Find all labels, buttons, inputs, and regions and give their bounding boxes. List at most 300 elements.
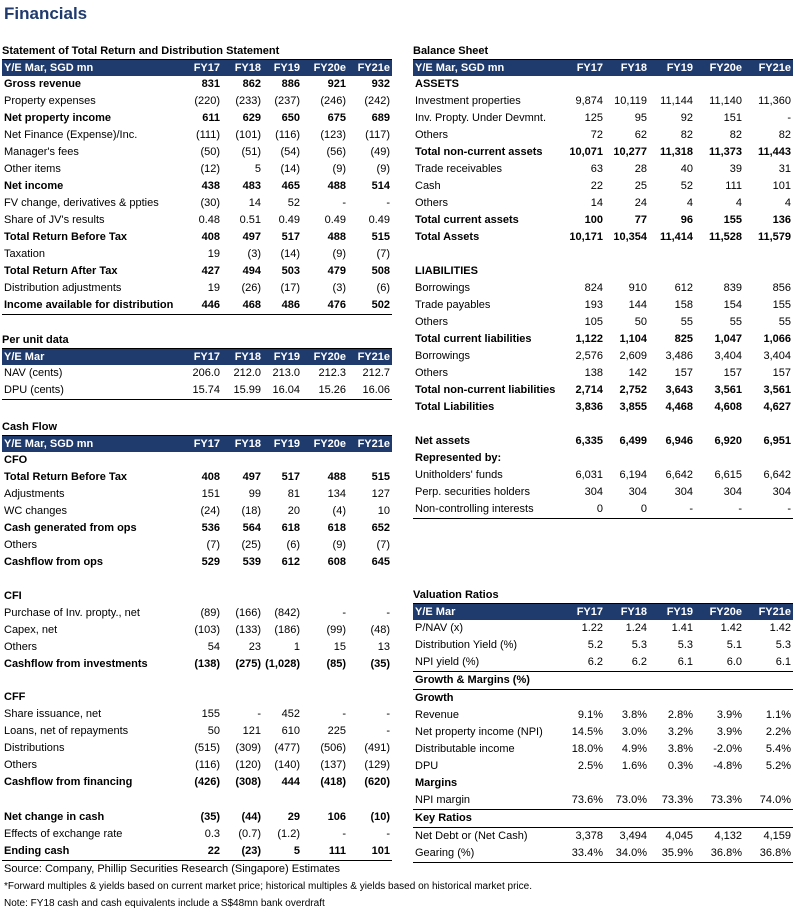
cell-value [605,416,649,433]
row-label: Represented by: [415,452,502,464]
table-row [2,843,392,861]
cell-value: 446 [182,297,222,315]
row-label: Trade payables [415,299,491,311]
cell-value: 1.42 [720,622,742,634]
cell-value: 5.3 [677,639,693,651]
row-label: Loans, net of repayments [4,725,129,737]
cell-value: 15.26 [302,382,348,400]
cell-value: 2,609 [619,350,647,362]
row-label: Non-controlling interests [413,501,563,519]
cell-value: 55 [680,316,693,328]
cell-value: 11,528 [708,231,742,243]
cell-value: 612 [674,282,693,294]
column-header-year: FY21e [744,60,793,76]
cell-value: 618 [281,522,300,534]
cell-value: (1.2) [277,828,300,840]
cell-value: 444 [281,776,300,788]
cell-value: 127 [371,488,390,500]
row-label: DPU (cents) [2,382,182,400]
balance-sheet-section [413,44,793,519]
cell-value [649,76,695,93]
row-label: Net Debt or (Net Cash) [415,830,528,842]
cell-value: 2.5% [577,760,603,772]
cell-value: 101 [772,180,791,192]
cell-value: 82 [680,129,693,141]
multiples-note: *Forward multiples & yields based on current market price; historical multiples & yields based on historical market price. [4,881,532,892]
cell-value: 0.49 [278,214,300,226]
cash-flow-title: Cash Flow [2,420,392,436]
cell-value: (237) [274,95,300,107]
cell-value: 9,874 [575,95,603,107]
cell-value: 15.74 [182,382,222,400]
cell-value: 839 [723,282,742,294]
cell-value [563,76,605,93]
cell-value: 36.8% [744,845,793,863]
cell-value: 0 [605,501,649,519]
row-label: ASSETS [415,78,460,90]
cell-value: 1.22 [581,622,603,634]
table-row [413,144,793,161]
column-header-label: Y/E Mar, SGD mn [2,60,182,76]
table-row [413,810,793,828]
table-row [2,297,392,315]
cell-value: 121 [242,725,261,737]
row-label: Net income [4,180,64,192]
per-unit-title: Per unit data [2,333,392,349]
cell-value [563,263,605,280]
cell-value: (166) [235,607,261,619]
cell-value: - [342,828,346,840]
cell-value: 3,561 [714,384,742,396]
cell-value: (137) [320,759,346,771]
cell-value: 144 [628,299,647,311]
cell-value: (308) [235,776,261,788]
cell-value [744,416,793,433]
cell-value [605,672,649,690]
row-label: Gearing (%) [413,845,563,863]
cell-value: (129) [364,759,390,771]
table-row [413,110,793,127]
cell-value: 304 [628,486,647,498]
cell-value [302,588,348,605]
cell-value: 6,615 [714,469,742,481]
cell-value: - [386,725,390,737]
cell-value: 465 [281,180,300,192]
column-header-year: FY17 [563,60,605,76]
column-header-year: FY20e [695,60,744,76]
table-row [413,690,793,708]
table-row [413,758,793,775]
row-label: Others [4,759,38,771]
cell-value [605,810,649,828]
cell-value: (49) [370,146,390,158]
row-label: Key Ratios [413,810,563,828]
table-row [413,212,793,229]
cell-value: 645 [371,556,390,568]
cell-value: 6,920 [714,435,742,447]
cell-value: 3,486 [665,350,693,362]
cell-value: 29 [287,811,300,823]
cell-value: 4 [686,197,693,209]
cell-value: - [744,501,793,519]
cell-value: 6,642 [763,469,791,481]
table-row [413,195,793,212]
column-header-year: FY19 [263,349,302,365]
row-label: WC changes [4,505,67,517]
cell-value: (1,028) [265,658,300,670]
cell-value: 1,104 [619,333,647,345]
cell-value: 1 [293,641,300,653]
row-label: Net Finance (Expense)/Inc. [4,129,138,141]
cell-value: (309) [235,742,261,754]
cell-value [222,689,263,706]
cell-value: 157 [723,367,742,379]
cell-value: 82 [778,129,791,141]
cell-value: 4.9% [621,743,647,755]
table-row [2,537,392,554]
cell-value: 6.0 [695,654,744,672]
row-label: Growth & Margins (%) [413,672,563,690]
cell-value: 3.0% [621,726,647,738]
cell-value: (99) [326,624,346,636]
table-row [2,809,392,826]
row-label: Investment properties [415,95,521,107]
column-header-label: Y/E Mar, SGD mn [413,60,563,76]
cell-value [744,246,793,263]
cell-value: 517 [281,231,300,243]
cell-value: -4.8% [713,760,742,772]
cell-value: 92 [680,112,693,124]
cell-value: 862 [242,78,261,90]
table-row [2,178,392,195]
valuation-table [413,604,793,863]
table-row [2,280,392,297]
cell-value: 5.2% [765,760,791,772]
cell-value: 5 [254,163,261,175]
table-row [2,93,392,110]
cell-value [649,690,695,708]
cell-value: (26) [241,282,261,294]
column-header-year: FY18 [222,60,263,76]
cell-value [182,452,222,469]
cell-value: 0.51 [239,214,261,226]
column-header-year: FY20e [302,436,348,452]
cell-value: 22 [182,843,222,861]
cell-value: 856 [772,282,791,294]
cell-value: 11,579 [757,231,791,243]
statement-header-row [2,60,392,76]
row-label: Distributions [4,742,65,754]
cell-value: (275) [235,658,261,670]
cell-value [222,588,263,605]
column-header-year: FY21e [348,436,392,452]
cell-value: 52 [287,197,300,209]
cell-value: 4 [735,197,742,209]
table-row [413,654,793,672]
cell-value: 6.1 [744,654,793,672]
cell-value: 10 [377,505,390,517]
cell-value: 31 [778,163,791,175]
cell-value: (7) [376,248,390,260]
table-row [2,588,392,605]
cell-value: 136 [772,214,791,226]
valuation-section [413,588,793,863]
cell-value: 910 [628,282,647,294]
cell-value: 824 [584,282,603,294]
cell-value: (89) [200,607,220,619]
cell-value: 5.2 [587,639,603,651]
row-label: Total Liabilities [415,401,495,413]
row-label: Total Return Before Tax [4,471,128,483]
cell-value: (491) [364,742,390,754]
table-row [2,520,392,537]
table-row [2,706,392,723]
cell-value: 35.9% [649,845,695,863]
cell-value: 831 [201,78,220,90]
table-row [2,195,392,212]
row-label: Net assets [415,435,471,447]
cell-value: 438 [201,180,220,192]
table-row [2,757,392,774]
table-row [413,724,793,741]
cell-value: 5.4% [765,743,791,755]
per-unit-table [2,349,392,400]
cell-value: (123) [320,129,346,141]
table-row [413,365,793,382]
column-header-label: Y/E Mar [413,604,563,620]
cell-value: 212.7 [362,367,390,379]
cell-value: 158 [674,299,693,311]
cell-value [744,690,793,708]
cell-value: 62 [634,129,647,141]
cell-value: 15 [333,641,346,653]
cell-value: 4,627 [763,401,791,413]
cell-value: (506) [320,742,346,754]
row-label: Total Return After Tax [4,265,118,277]
cell-value: 95 [634,112,647,124]
cell-value: (24) [200,505,220,517]
cell-value: 3.8% [621,709,647,721]
table-row [2,469,392,486]
table-row [2,452,392,469]
table-row [2,639,392,656]
cell-value: 3,561 [763,384,791,396]
table-row [2,622,392,639]
table-row [2,740,392,757]
table-row [413,93,793,110]
table-row [2,365,392,382]
cell-value [563,810,605,828]
table-row [2,486,392,503]
column-header-year: FY17 [182,349,222,365]
row-label: Total Return Before Tax [4,231,128,243]
cell-value: 0.48 [198,214,220,226]
cell-value: 608 [327,556,346,568]
cell-value [744,76,793,93]
cell-value: (35) [370,658,390,670]
cell-value [263,689,302,706]
cell-value: 14 [590,197,603,209]
cell-value: 3,643 [665,384,693,396]
cell-value: 3.9% [716,726,742,738]
cell-value [695,810,744,828]
table-row [2,246,392,263]
cell-value: 479 [327,265,346,277]
balance-sheet-title: Balance Sheet [413,44,793,60]
row-label: FV change, derivatives & ppties [4,197,159,209]
table-row [2,554,392,571]
cell-value: 11,414 [659,231,693,243]
valuation-header-row [413,604,793,620]
cell-value: (54) [280,146,300,158]
row-label: CFO [4,454,28,466]
cell-value: 2,714 [575,384,603,396]
cfi-table [2,588,392,673]
row-label: Cashflow from investments [4,658,148,670]
cell-value: 4,132 [714,830,742,842]
cell-value [605,450,649,467]
balance-sheet-table [413,60,793,519]
cell-value: (477) [274,742,300,754]
column-header-year: FY20e [695,604,744,620]
table-row [413,399,793,416]
cell-value: 50 [634,316,647,328]
cell-value: (9) [332,539,346,551]
cell-value: 28 [634,163,647,175]
cell-value: 3,855 [619,401,647,413]
cell-value: 74.0% [744,792,793,810]
cell-value: (220) [194,95,220,107]
column-header-year: FY20e [302,349,348,365]
cell-value: (23) [222,843,263,861]
cell-value [649,246,695,263]
cell-value: 33.4% [563,845,605,863]
row-label: Others [415,197,449,209]
column-header-year: FY19 [263,436,302,452]
cell-value: (140) [274,759,300,771]
cell-value: 0.49 [368,214,390,226]
cell-value: (0.7) [238,828,261,840]
cell-value: 105 [584,316,603,328]
row-label: Others [415,367,449,379]
row-label [413,416,563,433]
cell-value: 1.1% [765,709,791,721]
column-header-year: FY17 [563,604,605,620]
cell-value: 6,335 [575,435,603,447]
cell-value: 96 [680,214,693,226]
cell-value: 629 [242,112,261,124]
cell-value: 427 [201,265,220,277]
cell-value: (14) [280,163,300,175]
row-label: Total Assets [415,231,480,243]
cell-value [605,775,649,792]
row-label: Others [4,641,38,653]
cell-value: 508 [371,265,390,277]
cell-value: - [386,607,390,619]
table-row [2,212,392,229]
cell-value: (9) [376,163,390,175]
table-row [413,297,793,314]
cell-value: 1.6% [621,760,647,772]
cell-value: 5 [263,843,302,861]
cell-value: 488 [327,180,346,192]
cell-value: 304 [584,486,603,498]
table-row [413,433,793,450]
cell-value: 689 [371,112,390,124]
cell-value: 3,404 [714,350,742,362]
cell-value: 452 [281,708,300,720]
cell-value [695,76,744,93]
table-row [2,503,392,520]
row-label: Others [415,129,449,141]
table-row [413,314,793,331]
cell-value: (116) [275,129,300,141]
cell-value [649,775,695,792]
cell-value [649,263,695,280]
cell-value: (103) [194,624,220,636]
row-label: CFI [4,590,22,602]
cell-value: 10,354 [613,231,647,243]
column-header-year: FY18 [222,349,263,365]
statement-title: Statement of Total Return and Distribution Statement [2,44,392,60]
cell-value: 52 [680,180,693,192]
row-label: Cashflow from ops [4,556,104,568]
cell-value: 497 [242,231,261,243]
cell-value: 515 [371,471,390,483]
cell-value [348,588,392,605]
cell-value: 39 [729,163,742,175]
cell-value: 11,443 [757,146,791,158]
cell-value: 82 [729,129,742,141]
cell-value: (3) [247,248,261,260]
cell-value: (7) [206,539,220,551]
table-row [413,775,793,792]
cell-value: 514 [371,180,390,192]
cell-value [348,452,392,469]
table-row [2,656,392,673]
cell-value: 11,144 [660,95,693,107]
cell-value [605,246,649,263]
table-row [413,672,793,690]
table-row [413,450,793,467]
cell-value: 4,468 [665,401,693,413]
cell-value: (25) [241,539,261,551]
cell-value: 4,608 [714,401,742,413]
cell-value: (7) [376,539,390,551]
cell-value: - [386,828,390,840]
statement-table [2,60,392,315]
cell-value: 0.3 [204,828,220,840]
row-label: DPU [415,760,439,772]
cell-value: 73.3% [649,792,695,810]
table-row [2,263,392,280]
cell-value: 101 [348,843,392,861]
cell-value: 151 [201,488,220,500]
cell-value: 1,066 [763,333,791,345]
cell-value: - [342,708,346,720]
cell-value: 529 [201,556,220,568]
cell-value: 408 [201,231,220,243]
cell-value: 134 [327,488,346,500]
row-label: Unitholders' funds [415,469,503,481]
cell-value [563,775,605,792]
row-label: Purchase of Inv. propty., net [4,607,140,619]
cell-value: - [787,112,791,124]
cell-value: 11,318 [659,146,693,158]
cell-value: 4 [784,197,791,209]
cell-value: 11,140 [709,95,742,107]
statement-section [2,44,392,315]
